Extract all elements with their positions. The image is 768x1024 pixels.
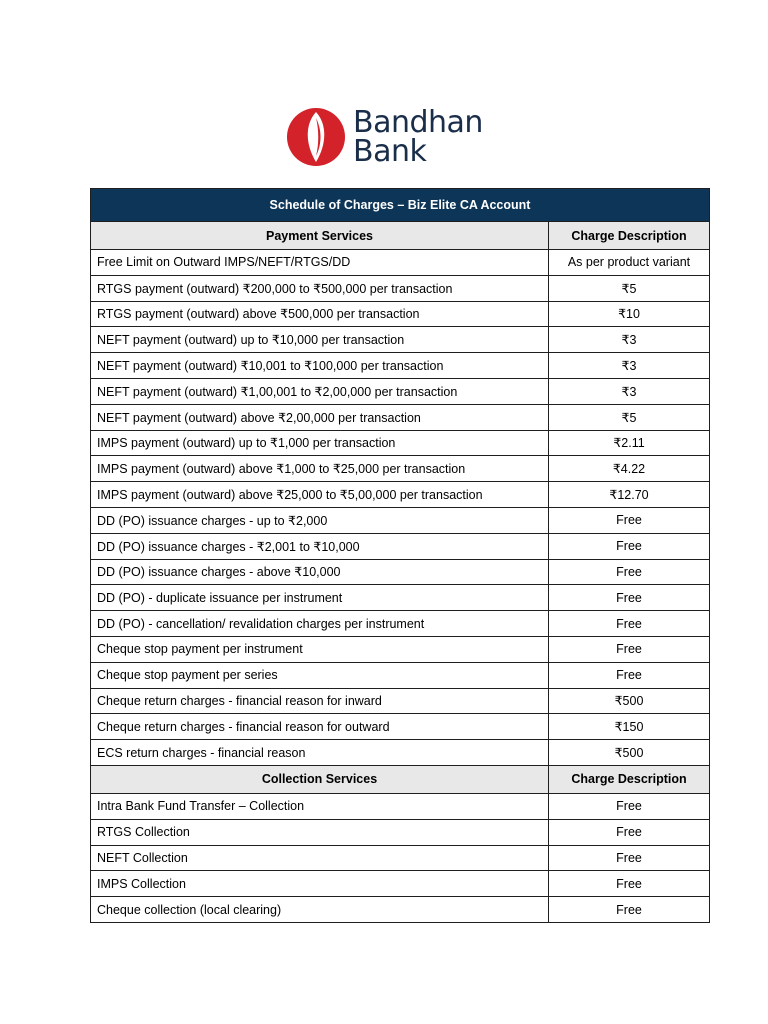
table-row — [91, 819, 710, 845]
table-title: Schedule of Charges – Biz Elite CA Account — [91, 189, 710, 222]
table-row — [91, 404, 710, 430]
service-cell: Cheque return charges - financial reason for inward — [91, 688, 549, 714]
charge-cell: As per product variant — [549, 250, 710, 276]
charge-cell: ₹5 — [549, 275, 710, 301]
service-cell: IMPS Collection — [91, 871, 549, 897]
table-row — [91, 662, 710, 688]
charge-cell: ₹2.11 — [549, 430, 710, 456]
charge-cell: Free — [549, 559, 710, 585]
table-row — [91, 559, 710, 585]
service-cell: NEFT payment (outward) ₹1,00,001 to ₹2,00,000 per transaction — [91, 378, 549, 404]
charge-cell: ₹500 — [549, 688, 710, 714]
service-cell: Cheque return charges - financial reason for outward — [91, 714, 549, 740]
service-cell: DD (PO) issuance charges - above ₹10,000 — [91, 559, 549, 585]
table-row — [91, 845, 710, 871]
table-row — [91, 250, 710, 276]
logo-name-line1: Bandhan — [353, 105, 483, 140]
table-row — [91, 301, 710, 327]
service-cell: Cheque collection (local clearing) — [91, 897, 549, 923]
table-row — [91, 871, 710, 897]
charge-cell: Free — [549, 636, 710, 662]
service-cell: DD (PO) issuance charges - up to ₹2,000 — [91, 507, 549, 533]
service-cell: Intra Bank Fund Transfer – Collection — [91, 793, 549, 819]
charge-cell: Free — [549, 533, 710, 559]
charge-cell: Free — [549, 611, 710, 637]
charge-cell: Free — [549, 871, 710, 897]
table-row — [91, 585, 710, 611]
charge-description-header: Charge Description — [549, 765, 710, 793]
table-row — [91, 456, 710, 482]
service-cell: Cheque stop payment per instrument — [91, 636, 549, 662]
bandhan-bank-logo — [285, 106, 495, 168]
section-header-row — [91, 765, 710, 793]
service-cell: NEFT payment (outward) ₹10,001 to ₹100,000 per transaction — [91, 353, 549, 379]
table-row — [91, 353, 710, 379]
charge-cell: ₹10 — [549, 301, 710, 327]
charge-cell: ₹3 — [549, 353, 710, 379]
table-row — [91, 793, 710, 819]
charge-cell: Free — [549, 845, 710, 871]
table-row — [91, 611, 710, 637]
table-row — [91, 378, 710, 404]
service-cell: NEFT Collection — [91, 845, 549, 871]
service-cell: IMPS payment (outward) above ₹25,000 to ₹5,00,000 per transaction — [91, 482, 549, 508]
charge-cell: Free — [549, 819, 710, 845]
service-cell: IMPS payment (outward) up to ₹1,000 per transaction — [91, 430, 549, 456]
table-title-row — [91, 189, 710, 222]
section-header: Collection Services — [91, 765, 549, 793]
table-row — [91, 533, 710, 559]
charge-description-header: Charge Description — [549, 222, 710, 250]
charge-cell: Free — [549, 507, 710, 533]
charge-cell: ₹5 — [549, 404, 710, 430]
charge-cell: ₹3 — [549, 378, 710, 404]
charge-cell: Free — [549, 585, 710, 611]
charge-cell: ₹12.70 — [549, 482, 710, 508]
table-row — [91, 740, 710, 766]
section-header-row — [91, 222, 710, 250]
table-row — [91, 482, 710, 508]
service-cell: NEFT payment (outward) up to ₹10,000 per transaction — [91, 327, 549, 353]
service-cell: ECS return charges - financial reason — [91, 740, 549, 766]
table-row — [91, 636, 710, 662]
charge-cell: ₹500 — [549, 740, 710, 766]
schedule-of-charges-table — [90, 188, 710, 923]
charge-cell: ₹3 — [549, 327, 710, 353]
table-row — [91, 897, 710, 923]
table-row — [91, 688, 710, 714]
logo-name-line2: Bank — [353, 134, 427, 169]
service-cell: NEFT payment (outward) above ₹2,00,000 per transaction — [91, 404, 549, 430]
service-cell: DD (PO) - cancellation/ revalidation charges per instrument — [91, 611, 549, 637]
section-header: Payment Services — [91, 222, 549, 250]
service-cell: Cheque stop payment per series — [91, 662, 549, 688]
table-row — [91, 430, 710, 456]
bandhan-logo-mark-icon — [285, 106, 347, 168]
service-cell: DD (PO) issuance charges - ₹2,001 to ₹10,000 — [91, 533, 549, 559]
table-row — [91, 507, 710, 533]
table-row — [91, 275, 710, 301]
table-row — [91, 327, 710, 353]
charge-cell: ₹150 — [549, 714, 710, 740]
logo-wordmark — [353, 105, 483, 169]
charge-cell: Free — [549, 662, 710, 688]
service-cell: DD (PO) - duplicate issuance per instrument — [91, 585, 549, 611]
service-cell: RTGS payment (outward) above ₹500,000 per transaction — [91, 301, 549, 327]
charge-cell: ₹4.22 — [549, 456, 710, 482]
service-cell: Free Limit on Outward IMPS/NEFT/RTGS/DD — [91, 250, 549, 276]
table-row — [91, 714, 710, 740]
service-cell: RTGS payment (outward) ₹200,000 to ₹500,000 per transaction — [91, 275, 549, 301]
service-cell: IMPS payment (outward) above ₹1,000 to ₹25,000 per transaction — [91, 456, 549, 482]
charge-cell: Free — [549, 897, 710, 923]
service-cell: RTGS Collection — [91, 819, 549, 845]
charge-cell: Free — [549, 793, 710, 819]
